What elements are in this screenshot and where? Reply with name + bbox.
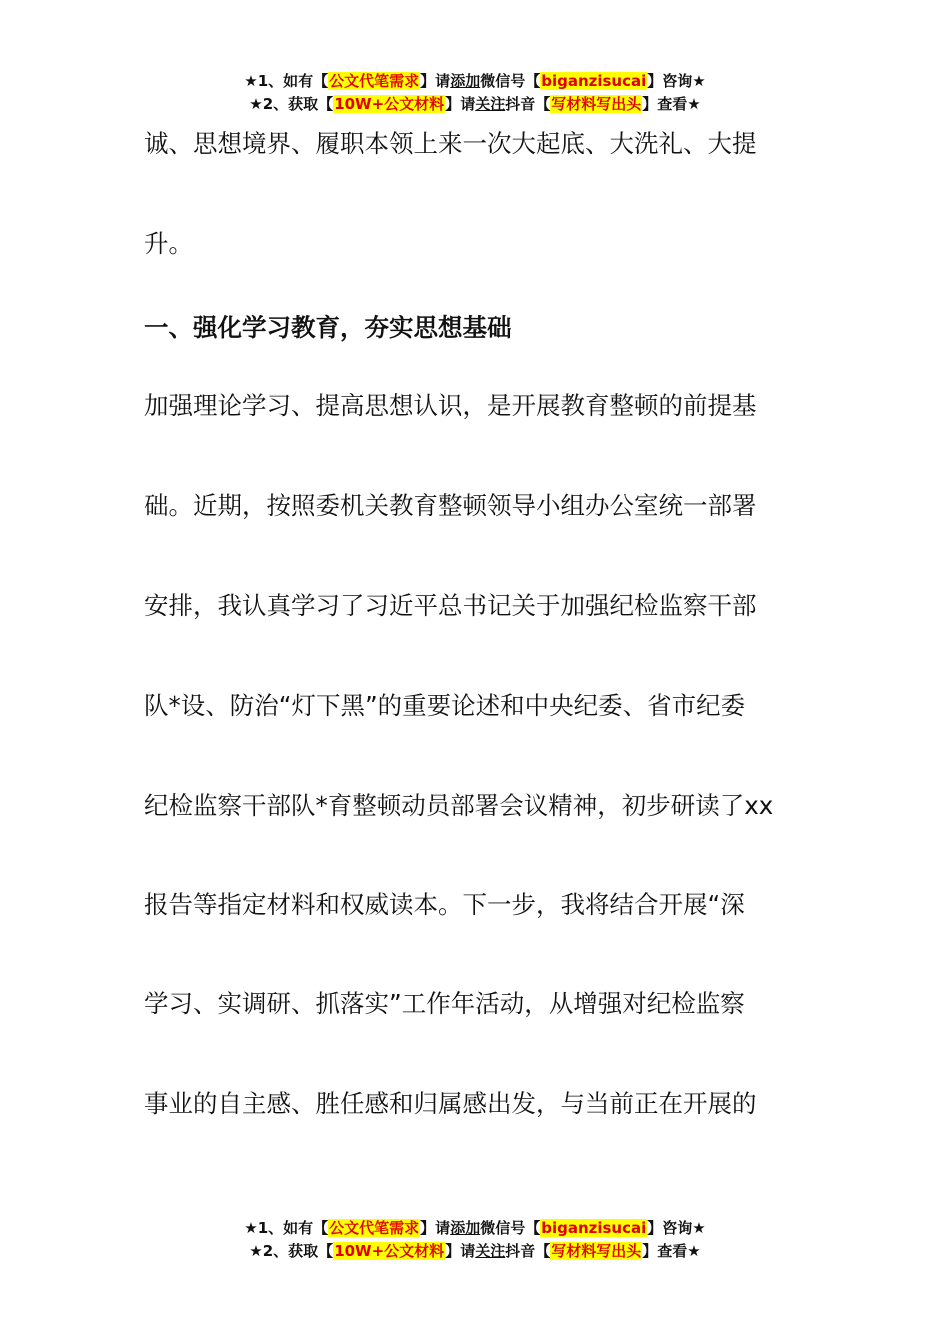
banner-text: 】请	[445, 1242, 476, 1260]
paragraph-line: 础。近期，按照委机关教育整顿领导小组办公室统一部署	[144, 491, 757, 520]
paragraph-line: 安排，我认真学习了习近平总书记关于加强纪检监察干部	[144, 591, 757, 620]
banner-text: 】咨询★	[647, 72, 706, 90]
banner-highlight: 10W+公文材料	[334, 1242, 445, 1260]
banner-text: 微信号【	[480, 72, 541, 90]
banner-text: 抖音【	[505, 1242, 551, 1260]
paragraph-line: 队*设、防治“灯下黑”的重要论述和中央纪委、省市纪委	[144, 691, 746, 720]
paragraph-line: 事业的自主感、胜任感和归属感出发，与当前正在开展的	[144, 1089, 757, 1118]
paragraph-line: 升。	[144, 229, 193, 258]
banner-highlight: biganzisucai	[541, 1219, 647, 1237]
banner-text: 】请	[420, 1219, 451, 1237]
banner-highlight: 公文代笔需求	[329, 1219, 420, 1237]
banner-text: 】咨询★	[647, 1219, 706, 1237]
banner-text: ★1、如有【	[244, 72, 329, 90]
banner-text: 】查看★	[642, 1242, 701, 1260]
banner-highlight: 写材料写出头	[551, 95, 642, 113]
banner-text: 微信号【	[480, 1219, 541, 1237]
footer-banner	[0, 1217, 950, 1263]
banner-underlined-text: 关注	[475, 95, 506, 113]
header-banner	[0, 70, 950, 116]
paragraph-line: 诚、思想境界、履职本领上来一次大起底、大洗礼、大提	[144, 129, 757, 158]
header-banner-line-2	[0, 93, 950, 116]
banner-text: 】请	[420, 72, 451, 90]
banner-highlight: 公文代笔需求	[329, 72, 420, 90]
section-heading: 一、强化学习教育，夯实思想基础	[144, 313, 512, 342]
banner-text: 】查看★	[642, 95, 701, 113]
header-banner-line-1	[0, 70, 950, 93]
banner-text: 】请	[445, 95, 476, 113]
banner-text: 抖音【	[505, 95, 551, 113]
banner-highlight: 写材料写出头	[551, 1242, 642, 1260]
banner-text: ★2、获取【	[249, 95, 334, 113]
paragraph-line: 报告等指定材料和权威读本。下一步，我将结合开展“深	[144, 890, 745, 919]
banner-underlined-text: 添加	[450, 1219, 481, 1237]
paragraph-line: 学习、实调研、抓落实”工作年活动，从增强对纪检监察	[144, 989, 745, 1018]
paragraph-line: 纪检监察干部队*育整顿动员部署会议精神，初步研读了xx	[144, 791, 774, 820]
paragraph-line: 加强理论学习、提高思想认识，是开展教育整顿的前提基	[144, 391, 757, 420]
banner-highlight: 10W+公文材料	[334, 95, 445, 113]
banner-text: ★1、如有【	[244, 1219, 329, 1237]
footer-banner-line-2	[0, 1240, 950, 1263]
banner-underlined-text: 关注	[475, 1242, 506, 1260]
banner-text: ★2、获取【	[249, 1242, 334, 1260]
footer-banner-line-1	[0, 1217, 950, 1240]
banner-highlight: biganzisucai	[541, 72, 647, 90]
banner-underlined-text: 添加	[450, 72, 481, 90]
